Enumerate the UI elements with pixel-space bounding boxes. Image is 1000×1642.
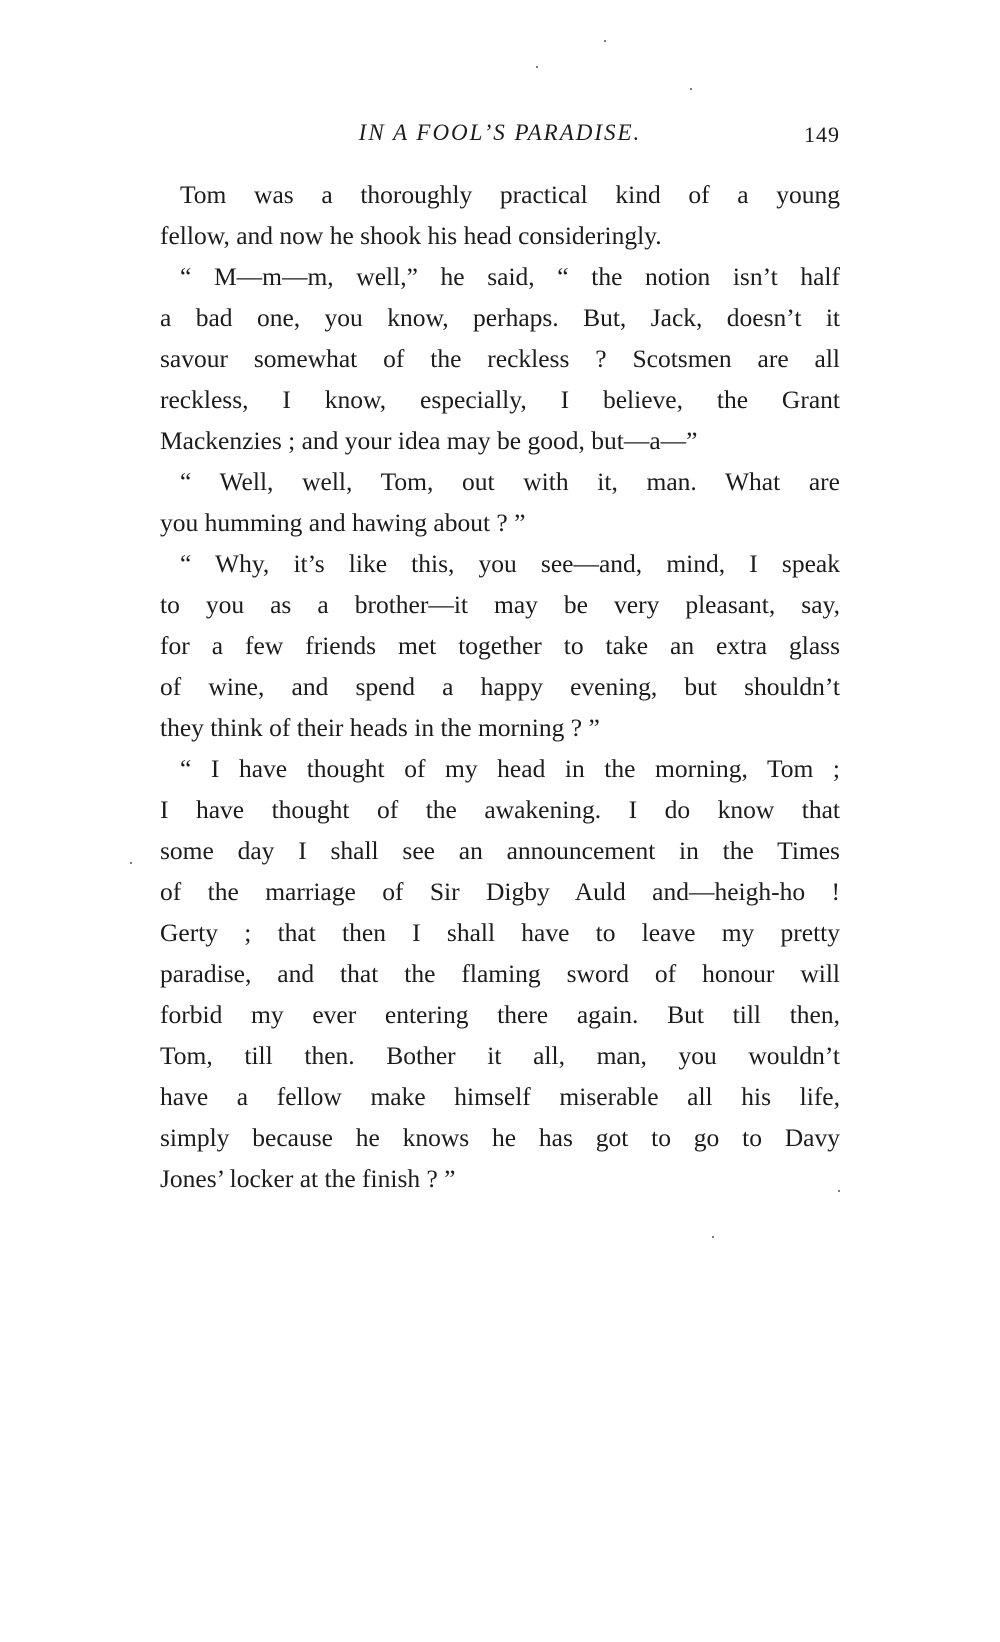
paper-speck bbox=[838, 1190, 840, 1192]
text-line: for a few friends met together to take an extra glass bbox=[160, 631, 840, 660]
running-title: IN A FOOL’S PARADISE. bbox=[358, 120, 642, 145]
text-line: “ Well, well, Tom, out with it, man. What are bbox=[180, 467, 840, 496]
text-line: Tom, till then. Bother it all, man, you wouldn’t bbox=[160, 1041, 840, 1070]
paper-speck bbox=[712, 1236, 714, 1238]
text-line: “ I have thought of my head in the morning, Tom ; bbox=[180, 754, 840, 783]
paper-speck bbox=[130, 862, 132, 864]
text-line: they think of their heads in the morning ? ” bbox=[160, 713, 600, 742]
text-line: savour somewhat of the reckless ? Scotsmen are all bbox=[160, 344, 840, 373]
page-number: 149 bbox=[804, 122, 840, 147]
text-line: Jones’ locker at the finish ? ” bbox=[160, 1164, 456, 1193]
text-line: of the marriage of Sir Digby Auld and—heigh-ho ! bbox=[160, 877, 840, 906]
text-line: Tom was a thoroughly practical kind of a young bbox=[180, 180, 840, 209]
text-line: you humming and hawing about ? ” bbox=[160, 508, 526, 537]
text-line: “ Why, it’s like this, you see—and, mind, I speak bbox=[180, 549, 840, 578]
text-line: to you as a brother—it may be very pleasant, say, bbox=[160, 590, 840, 619]
text-line: a bad one, you know, perhaps. But, Jack, doesn’t it bbox=[160, 303, 840, 332]
paper-speck bbox=[536, 66, 538, 68]
text-line: simply because he knows he has got to go to Davy bbox=[160, 1123, 840, 1152]
text-line: reckless, I know, especially, I believe, the Grant bbox=[160, 385, 840, 414]
text-line: Gerty ; that then I shall have to leave my pretty bbox=[160, 918, 840, 947]
text-line: some day I shall see an announcement in the Times bbox=[160, 836, 840, 865]
body-text bbox=[160, 174, 840, 1199]
text-line: have a fellow make himself miserable all his life, bbox=[160, 1082, 840, 1111]
paper-speck bbox=[690, 88, 692, 90]
paper-speck bbox=[604, 40, 606, 42]
running-head bbox=[160, 120, 840, 160]
text-line: “ M—m—m, well,” he said, “ the notion isn’t half bbox=[180, 262, 840, 291]
text-line: Mackenzies ; and your idea may be good, but—a—” bbox=[160, 426, 698, 455]
text-line: forbid my ever entering there again. But till then, bbox=[160, 1000, 840, 1029]
text-line: I have thought of the awakening. I do know that bbox=[160, 795, 840, 824]
text-line: of wine, and spend a happy evening, but shouldn’t bbox=[160, 672, 840, 701]
text-line: fellow, and now he shook his head consideringly. bbox=[160, 221, 662, 250]
text-line: paradise, and that the flaming sword of honour will bbox=[160, 959, 840, 988]
